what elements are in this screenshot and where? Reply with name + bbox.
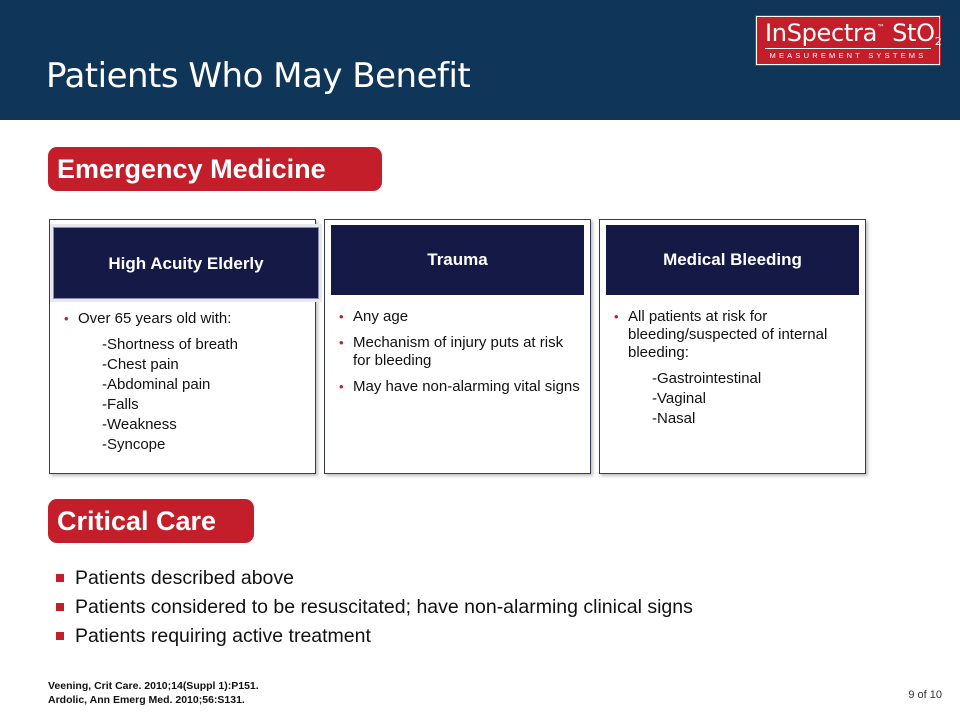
list-item	[614, 308, 855, 362]
sub-item: -Weakness	[102, 416, 177, 433]
logo-trademark: ™	[877, 23, 885, 32]
page-number	[908, 689, 942, 701]
square-bullet-icon	[56, 603, 64, 611]
card-header: Medical Bleeding	[606, 225, 859, 295]
critical-care-list	[56, 566, 693, 653]
sub-item: -Falls	[102, 396, 139, 413]
bullet-dot-icon: •	[339, 309, 344, 324]
list-item	[56, 566, 693, 595]
sub-item: -Gastrointestinal	[652, 370, 762, 387]
card-header: Trauma	[331, 225, 584, 295]
inspectra-logo	[756, 16, 940, 65]
logo-divider	[765, 48, 931, 49]
bullet-dot-icon: •	[339, 335, 344, 350]
critical-care-label: Critical Care	[48, 499, 254, 543]
logo-wordmark	[765, 19, 941, 47]
list-item	[56, 624, 693, 653]
bullet-dot-icon: •	[64, 311, 69, 326]
card-trauma	[324, 219, 591, 474]
list-item-text: Patients considered to be resuscitated; have non-alarming clinical signs	[75, 596, 693, 618]
list-item	[64, 310, 305, 328]
page-total: 10	[929, 689, 942, 701]
slide-title: Patients Who May Benefit	[46, 56, 471, 96]
card-body	[64, 310, 305, 455]
square-bullet-icon	[56, 632, 64, 640]
references	[48, 679, 259, 707]
list-item	[56, 595, 693, 624]
card-medical-bleeding	[599, 219, 866, 474]
bullet-text: Any age	[353, 308, 409, 325]
page-current: 9	[908, 689, 915, 701]
card-high-acuity-elderly	[49, 219, 316, 474]
reference-line: Ardolic, Ann Emerg Med. 2010;56:S131.	[48, 694, 245, 706]
card-header: High Acuity Elderly	[53, 227, 319, 299]
bullet-text: Mechanism of injury puts at risk for bleeding	[353, 334, 564, 369]
logo-name-part1: InSpectra	[765, 19, 878, 47]
bullet-dot-icon: •	[339, 379, 344, 394]
bullet-text: Over 65 years old with:	[78, 310, 232, 327]
logo-name-part2: StO	[892, 19, 935, 47]
list-item	[339, 378, 580, 396]
list-item	[339, 334, 580, 370]
card-body	[339, 308, 580, 404]
square-bullet-icon	[56, 574, 64, 582]
list-item	[339, 308, 580, 326]
sub-item: -Vaginal	[652, 390, 706, 407]
emergency-medicine-label: Emergency Medicine	[48, 147, 382, 191]
page-of: of	[917, 689, 927, 701]
list-item-text: Patients requiring active treatment	[75, 625, 371, 647]
sub-item: -Chest pain	[102, 356, 179, 373]
list-item-text: Patients described above	[75, 567, 294, 589]
sub-item: -Nasal	[652, 410, 696, 427]
reference-line: Veening, Crit Care. 2010;14(Suppl 1):P151.	[48, 680, 259, 692]
logo-subscript: 2	[934, 35, 942, 48]
bullet-dot-icon: •	[614, 309, 619, 324]
sub-list	[64, 335, 305, 455]
bullet-text: May have non-alarming vital signs	[353, 378, 580, 395]
sub-item: -Shortness of breath	[102, 336, 238, 353]
logo-tagline: MEASUREMENT SYSTEMS	[769, 51, 927, 60]
sub-item: -Syncope	[102, 436, 166, 453]
sub-item: -Abdominal pain	[102, 376, 211, 393]
card-body	[614, 308, 855, 429]
bullet-text: All patients at risk for bleeding/suspected of internal bleeding:	[628, 308, 828, 361]
sub-list	[614, 369, 855, 429]
